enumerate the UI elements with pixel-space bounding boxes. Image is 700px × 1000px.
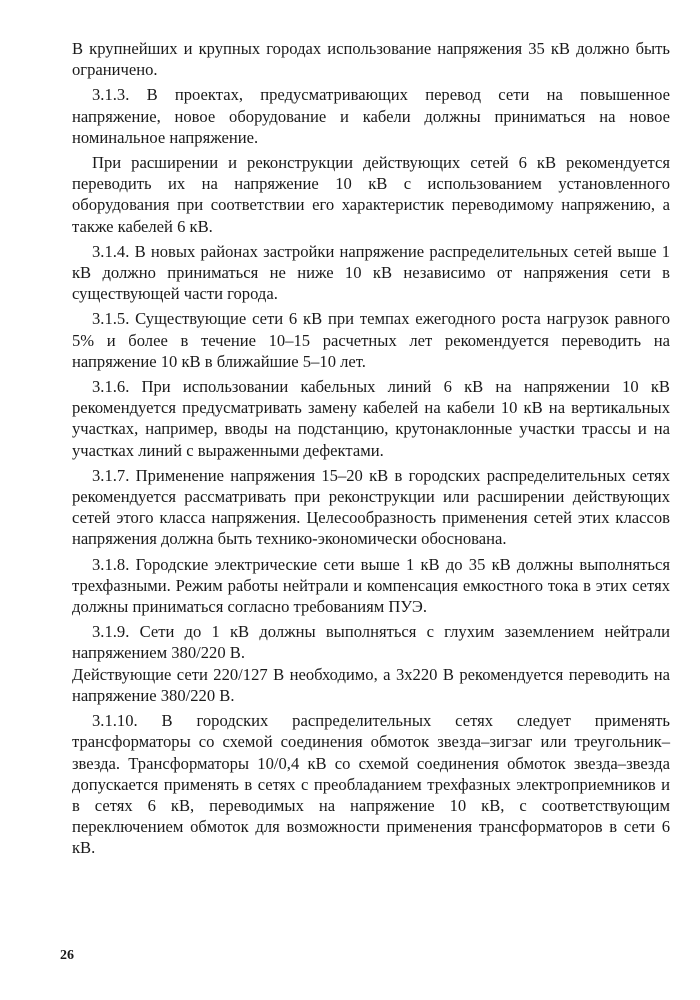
paragraph-3-1-10 <box>72 710 670 858</box>
clause-number: 3.1.4. <box>92 241 130 261</box>
paragraph-3-1-6 <box>72 376 670 461</box>
paragraph-text: Сети до 1 кВ должны выполняться с глухим заземлением нейтрали напряжением 380/220 В. <box>72 622 670 663</box>
paragraph-3-1-4 <box>72 241 670 305</box>
paragraph-text: В городских распределительных сетях следует применять трансформаторы со схемой соединения обмоток звезда–зигзаг или треугольник–звезда. Трансформаторы 10/0,4 кВ со схемой соединения обмоток звезда–звезда допускается применять в сетях с преобладанием трехфазных электроприемников и в сетях 6 кВ, переводимых на напряжение 10 кВ, с соответствующим переключением обмоток для возможности применения трансформаторов в сети 6 кВ. <box>72 711 670 858</box>
paragraph-text: Городские электрические сети выше 1 кВ до 35 кВ должны выполняться трехфазными. Режим работы нейтрали и компенсация емкостного тока в этих сетях должны приниматься согласно требованиям ПУЭ. <box>72 554 670 617</box>
paragraph-3-1-5 <box>72 308 670 372</box>
clause-number: 3.1.6. <box>92 377 130 397</box>
paragraph-text: Существующие сети 6 кВ при темпах ежегодного роста нагрузок равного 5% и более в течение 10–15 расчетных лет рекомендуется переводить на напряжение 10 кВ в ближайшие 5–10 лет. <box>72 309 670 371</box>
paragraph-text: При расширении и реконструкции действующих сетей 6 кВ рекомендуется переводить их на напряжение 10 кВ с использованием установленного оборудования при соответствии его характеристик переводимому напряжению, а также кабелей 6 кВ. <box>72 153 670 236</box>
paragraph-text: В проектах, предусматривающих перевод сети на повышенное напряжение, новое оборудование и кабели должны приниматься на новое номинальное напряжение. <box>72 85 670 147</box>
paragraph-3-1-7 <box>72 465 670 550</box>
paragraph-3-1-3 <box>72 84 670 148</box>
paragraph-3-1-9 <box>72 621 670 663</box>
clause-number: 3.1.10. <box>92 711 138 731</box>
paragraph-text: В новых районах застройки напряжение распределительных сетей выше 1 кВ должно приниматься не ниже 10 кВ независимо от напряжения сети в существующей части города. <box>72 241 670 304</box>
paragraph-text: Действующие сети 220/127 В необходимо, а 3х220 В рекомендуется переводить на напряжение 380/220 В. <box>72 664 670 705</box>
paragraph-text: В крупнейших и крупных городах использование напряжения 35 кВ должно быть ограничено. <box>72 39 670 80</box>
clause-number: 3.1.3. <box>92 85 130 105</box>
paragraph-intro <box>72 38 670 80</box>
paragraph-existing-networks <box>72 664 670 706</box>
clause-number: 3.1.9. <box>92 622 130 642</box>
paragraph-text: Применение напряжения 15–20 кВ в городских распределительных сетях рекомендуется рассматривать при реконструкции или расширении действующих сетей этого класса напряжения. Целесообразность применения сетей этих классов напряжения должна быть технико-экономически обоснована. <box>72 465 670 549</box>
paragraph-3-1-8 <box>72 554 670 618</box>
clause-number: 3.1.5. <box>92 309 130 329</box>
paragraph-expansion <box>72 152 670 237</box>
clause-number: 3.1.7. <box>92 465 130 485</box>
page-number: 26 <box>60 948 74 963</box>
clause-number: 3.1.8. <box>92 554 130 574</box>
paragraph-text: При использовании кабельных линий 6 кВ на напряжении 10 кВ рекомендуется предусматривать замену кабелей на кабели 10 кВ на вертикальных участках, например, вводы на подстанцию, крутонаклонные участки трассы и на участках линий с выраженными дефектами. <box>72 377 670 460</box>
